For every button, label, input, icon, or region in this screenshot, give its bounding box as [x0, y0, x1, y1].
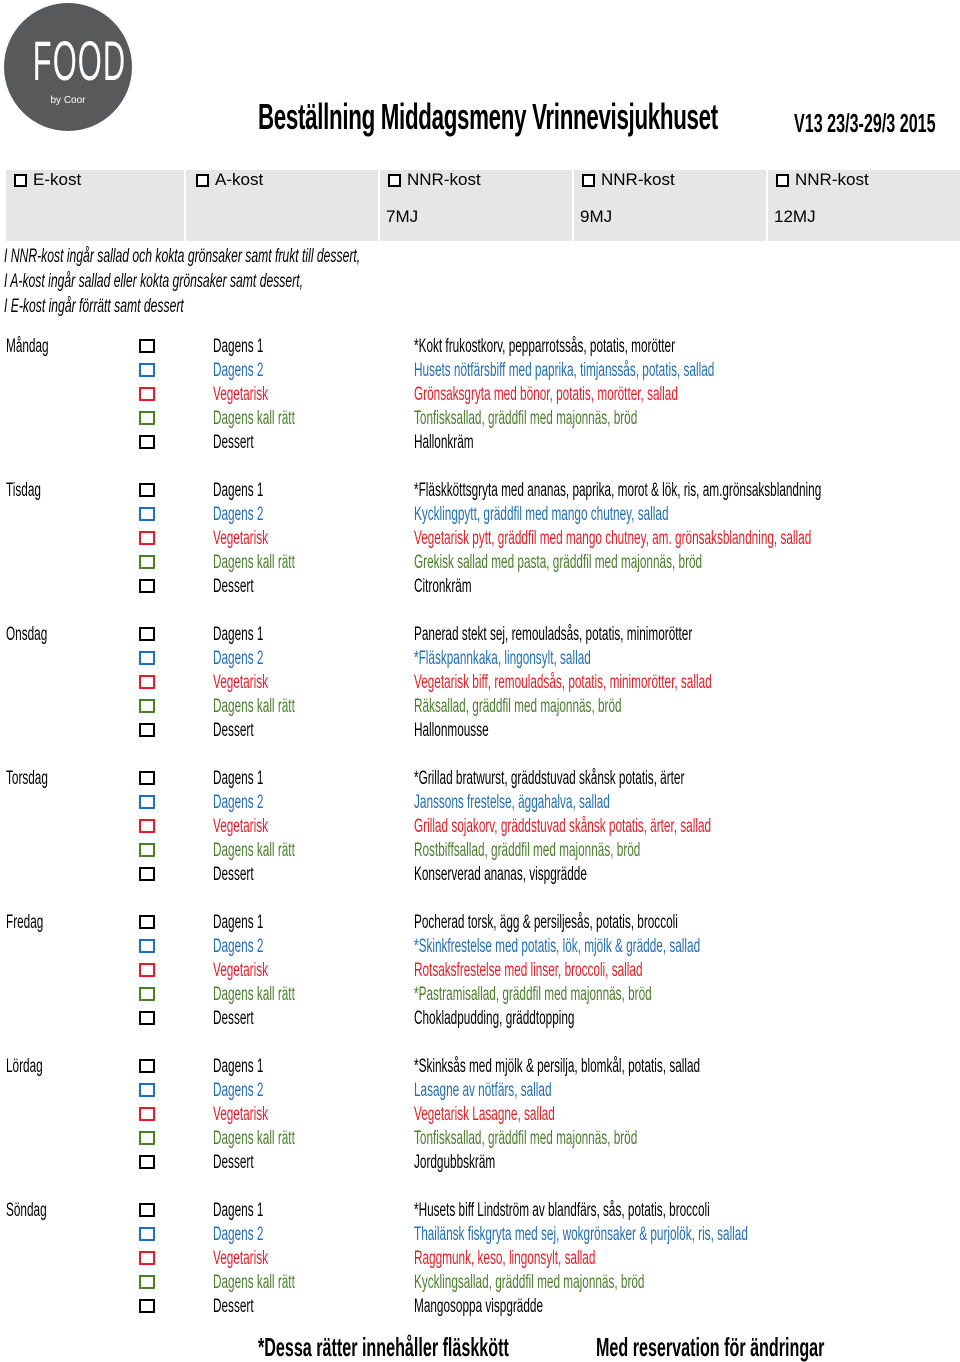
meal-type-label: Vegetarisk: [213, 528, 269, 549]
week-label: V13 23/3-29/3 2015: [794, 108, 936, 138]
meal-type-label: Dagens kall rätt: [213, 408, 295, 429]
order-checkbox[interactable]: [139, 819, 155, 833]
kost-column-e: [6, 170, 186, 241]
dish-description: *Fläskköttsgryta med ananas, paprika, morot & lök, ris, am.grönsaksblandning: [414, 480, 822, 501]
meal-type-label: Dessert: [213, 1296, 254, 1317]
order-checkbox[interactable]: [139, 915, 155, 929]
dish-description: Konserverad ananas, vispgrädde: [414, 864, 587, 885]
dish-description: Tonfisksallad, gräddfil med majonnäs, bröd: [414, 1128, 638, 1149]
dish-description: Grekisk sallad med pasta, gräddfil med majonnäs, bröd: [414, 552, 703, 573]
dish-description: Räksallad, gräddfil med majonnäs, bröd: [414, 696, 622, 717]
order-checkbox[interactable]: [139, 435, 155, 449]
kost-column-a: [186, 170, 380, 241]
order-checkbox[interactable]: [139, 963, 155, 977]
meal-type-label: Dagens kall rätt: [213, 840, 295, 861]
kost-label: NNR-kost: [601, 170, 675, 189]
kost-column-nnr-9: [574, 170, 768, 241]
meal-type-label: Dagens 2: [213, 792, 264, 813]
dish-description: Citronkräm: [414, 576, 472, 597]
dish-description: Kycklingsallad, gräddfil med majonnäs, bröd: [414, 1272, 645, 1293]
order-checkbox[interactable]: [139, 867, 155, 881]
meal-type-label: Vegetarisk: [213, 816, 269, 837]
meal-type-label: Vegetarisk: [213, 384, 269, 405]
order-checkbox[interactable]: [139, 1131, 155, 1145]
order-checkbox[interactable]: [139, 1299, 155, 1313]
meal-type-label: Dessert: [213, 1008, 254, 1029]
dish-description: Thailänsk fiskgryta med sej, wokgrönsaker & purjolök, ris, sallad: [414, 1224, 748, 1245]
order-checkbox[interactable]: [139, 483, 155, 497]
order-checkbox[interactable]: [139, 555, 155, 569]
order-checkbox[interactable]: [139, 771, 155, 785]
order-checkbox[interactable]: [139, 1107, 155, 1121]
order-checkbox[interactable]: [139, 1155, 155, 1169]
meal-type-label: Dessert: [213, 1152, 254, 1173]
meal-type-label: Dagens kall rätt: [213, 984, 295, 1005]
dish-description: Vegetarisk biff, remouladsås, potatis, minimorötter, sallad: [414, 672, 712, 693]
order-checkbox[interactable]: [139, 531, 155, 545]
kost-selection-bar: [6, 170, 960, 241]
order-checkbox[interactable]: [139, 627, 155, 641]
meal-type-label: Dagens 2: [213, 1080, 264, 1101]
dish-description: Jordgubbskräm: [414, 1152, 496, 1173]
dish-description: Lasagne av nötfärs, sallad: [414, 1080, 552, 1101]
note-line: I NNR-kost ingår sallad och kokta grönsaker samt frukt till dessert,: [4, 246, 361, 267]
dish-description: Vegetarisk pytt, gräddfil med mango chutney, am. grönsaksblandning, sallad: [414, 528, 812, 549]
dish-description: *Kokt frukostkorv, pepparrotssås, potatis, morötter: [414, 336, 676, 357]
dish-description: Grillad sojakorv, gräddstuvad skånsk potatis, ärter, sallad: [414, 816, 712, 837]
kost-label: NNR-kost: [407, 170, 481, 189]
dish-description: Mangosoppa vispgrädde: [414, 1296, 544, 1317]
meal-type-label: Dagens 2: [213, 936, 264, 957]
order-checkbox[interactable]: [139, 939, 155, 953]
order-checkbox[interactable]: [139, 675, 155, 689]
pork-note: *Dessa rätter innehåller fläskkött: [258, 1332, 509, 1362]
order-checkbox[interactable]: [139, 579, 155, 593]
day-name: Tisdag: [6, 480, 41, 501]
meal-type-label: Dagens 1: [213, 912, 264, 933]
dish-description: *Skinkfrestelse med potatis, lök, mjölk & grädde, sallad: [414, 936, 701, 957]
dish-description: *Fläskpannkaka, lingonsylt, sallad: [414, 648, 591, 669]
page-title: Beställning Middagsmeny Vrinnevisjukhuset: [258, 96, 718, 137]
dish-description: *Skinksås med mjölk & persilja, blomkål, potatis, sallad: [414, 1056, 701, 1077]
order-checkbox[interactable]: [139, 1227, 155, 1241]
day-name: Torsdag: [6, 768, 48, 789]
dish-description: Tonfisksallad, gräddfil med majonnäs, bröd: [414, 408, 638, 429]
kost-column-nnr-12: [768, 170, 960, 241]
meal-type-label: Dagens kall rätt: [213, 1128, 295, 1149]
order-checkbox[interactable]: [139, 987, 155, 1001]
checkbox-nnr-12mj[interactable]: [776, 174, 789, 187]
dish-description: Kycklingpytt, gräddfil med mango chutney, sallad: [414, 504, 669, 525]
meal-type-label: Dagens 2: [213, 1224, 264, 1245]
kost-mj: 9MJ: [580, 207, 613, 226]
order-checkbox[interactable]: [139, 1251, 155, 1265]
meal-type-label: Dagens 1: [213, 480, 264, 501]
diet-notes: [4, 244, 360, 319]
order-checkbox[interactable]: [139, 1011, 155, 1025]
dish-description: *Husets biff Lindström av blandfärs, sås, potatis, broccoli: [414, 1200, 710, 1221]
day-name: Lördag: [6, 1056, 43, 1077]
order-checkbox[interactable]: [139, 1083, 155, 1097]
kost-label: A-kost: [215, 170, 264, 189]
kost-label: E-kost: [33, 170, 82, 189]
checkbox-nnr-7mj[interactable]: [388, 174, 401, 187]
meal-type-label: Dagens 1: [213, 768, 264, 789]
meal-type-label: Dagens 1: [213, 1200, 264, 1221]
meal-type-label: Dagens 2: [213, 360, 264, 381]
kost-column-nnr-7: [380, 170, 574, 241]
meal-type-label: Dagens 2: [213, 648, 264, 669]
dish-description: *Grillad bratwurst, gräddstuvad skånsk potatis, ärter: [414, 768, 685, 789]
order-checkbox[interactable]: [139, 699, 155, 713]
meal-type-label: Dagens 2: [213, 504, 264, 525]
day-name: Måndag: [6, 336, 49, 357]
checkbox-a-kost[interactable]: [196, 174, 209, 187]
day-name: Onsdag: [6, 624, 48, 645]
kost-label: NNR-kost: [795, 170, 869, 189]
meal-type-label: Vegetarisk: [213, 672, 269, 693]
order-checkbox[interactable]: [139, 843, 155, 857]
dish-description: Pocherad torsk, ägg & persiljesås, potatis, broccoli: [414, 912, 678, 933]
order-checkbox[interactable]: [139, 1275, 155, 1289]
order-checkbox[interactable]: [139, 1203, 155, 1217]
order-checkbox[interactable]: [139, 651, 155, 665]
order-checkbox[interactable]: [139, 339, 155, 353]
dish-description: *Pastramisallad, gräddfil med majonnäs, bröd: [414, 984, 652, 1005]
meal-type-label: Dessert: [213, 432, 254, 453]
dish-description: Chokladpudding, gräddtopping: [414, 1008, 575, 1029]
checkbox-e-kost[interactable]: [14, 174, 27, 187]
meal-type-label: Dagens 1: [213, 336, 264, 357]
dish-description: Hallonkräm: [414, 432, 474, 453]
meal-type-label: Vegetarisk: [213, 960, 269, 981]
order-checkbox[interactable]: [139, 507, 155, 521]
day-name: Fredag: [6, 912, 44, 933]
logo-by: by Coor: [50, 95, 86, 106]
meal-type-label: Vegetarisk: [213, 1248, 269, 1269]
checkbox-nnr-9mj[interactable]: [582, 174, 595, 187]
dish-description: Raggmunk, keso, lingonsylt, sallad: [414, 1248, 596, 1269]
order-checkbox[interactable]: [139, 363, 155, 377]
dish-description: Vegetarisk Lasagne, sallad: [414, 1104, 555, 1125]
note-line: I A-kost ingår sallad eller kokta grönsaker samt dessert,: [4, 271, 303, 292]
dish-description: Husets nötfärsbiff med paprika, timjanssås, potatis, sallad: [414, 360, 715, 381]
day-name: Söndag: [6, 1200, 47, 1221]
meal-type-label: Dessert: [213, 576, 254, 597]
meal-type-label: Dagens 1: [213, 624, 264, 645]
dish-description: Panerad stekt sej, remouladsås, potatis, minimorötter: [414, 624, 693, 645]
meal-type-label: Dagens kall rätt: [213, 552, 295, 573]
order-checkbox[interactable]: [139, 1059, 155, 1073]
kost-mj: 7MJ: [386, 207, 419, 226]
logo-word: FOOD: [32, 29, 127, 92]
food-by-coor-logo: [4, 3, 132, 131]
dish-description: Hallonmousse: [414, 720, 489, 741]
dish-description: Rostbiffsallad, gräddfil med majonnäs, bröd: [414, 840, 641, 861]
meal-type-label: Dagens 1: [213, 1056, 264, 1077]
meal-type-label: Dagens kall rätt: [213, 696, 295, 717]
meal-type-label: Dessert: [213, 720, 254, 741]
reservation-note: Med reservation för ändringar: [596, 1332, 825, 1362]
dish-description: Grönsaksgryta med bönor, potatis, morötter, sallad: [414, 384, 678, 405]
kost-mj: 12MJ: [774, 207, 816, 226]
meal-type-label: Dagens kall rätt: [213, 1272, 295, 1293]
meal-type-label: Dessert: [213, 864, 254, 885]
order-checkbox[interactable]: [139, 723, 155, 737]
dish-description: Janssons frestelse, äggahalva, sallad: [414, 792, 610, 813]
order-checkbox[interactable]: [139, 387, 155, 401]
dish-description: Rotsaksfrestelse med linser, broccoli, sallad: [414, 960, 643, 981]
order-checkbox[interactable]: [139, 411, 155, 425]
order-checkbox[interactable]: [139, 795, 155, 809]
note-line: I E-kost ingår förrätt samt dessert: [4, 296, 184, 317]
meal-type-label: Vegetarisk: [213, 1104, 269, 1125]
